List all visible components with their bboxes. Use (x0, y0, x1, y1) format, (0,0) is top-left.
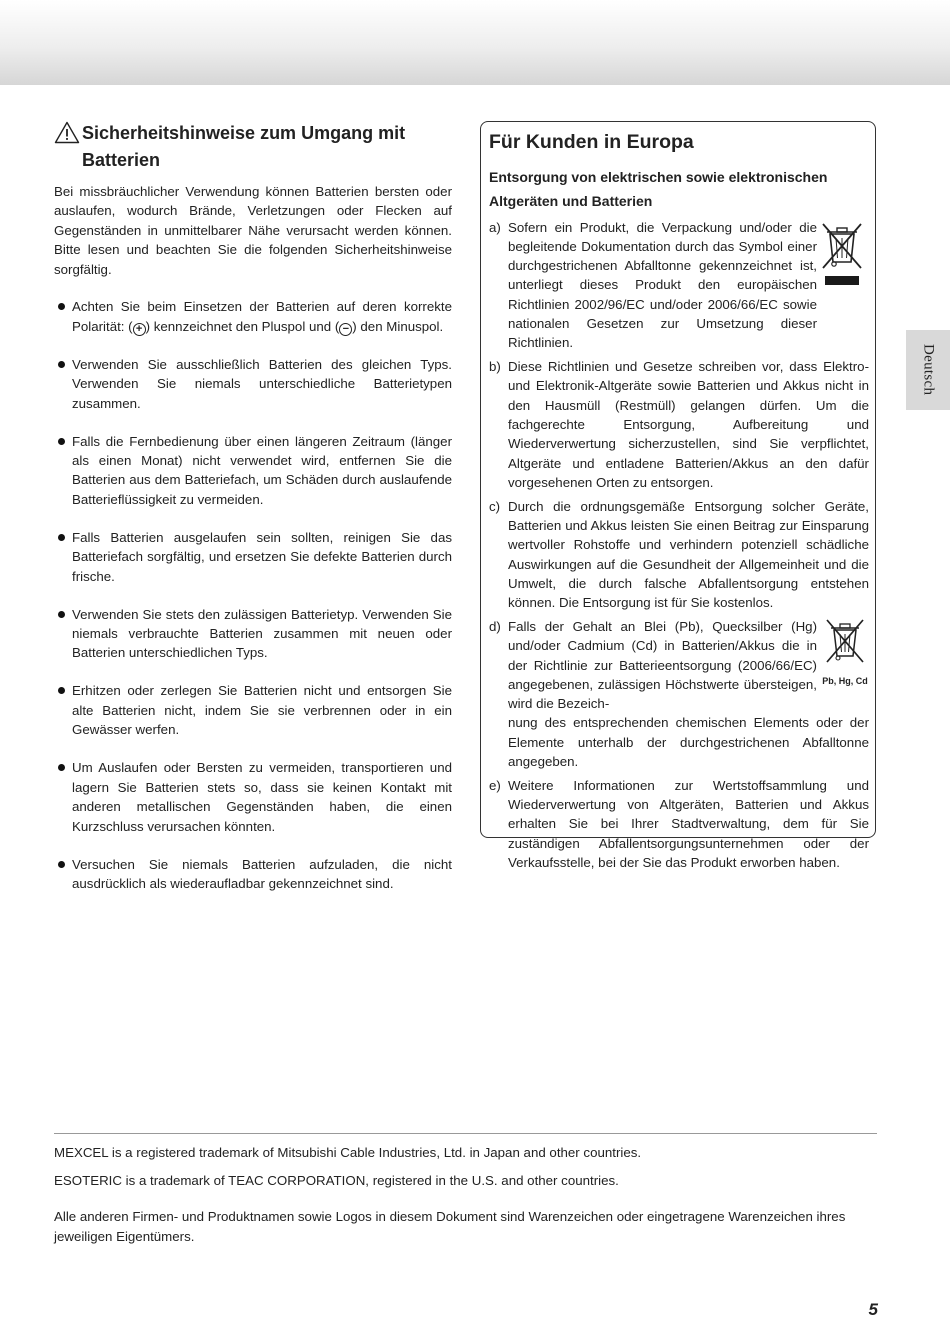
item-text-continued: nung des entsprechenden chemischen Elements oder der Elemente unterhalb der durchgestrichenen Abfalltonne angegeben. (508, 715, 869, 770)
list-item: Falls die Fernbedienung über einen längeren Zeitraum (länger als einen Monat) nicht verwendet wird, entfernen Sie die Batterien aus dem Batteriefach, um Schäden durch auslaufende Batterieflüssigkeit zu vermeiden. (54, 432, 452, 510)
section-heading (54, 120, 452, 174)
list-item: Versuchen Sie niemals Batterien aufzuladen, die nicht ausdrücklich als wiederaufladbar gekennzeichnet sind. (54, 855, 452, 894)
trademark-footer (54, 1133, 877, 1246)
list-item (489, 776, 869, 872)
item-label: b) (489, 359, 501, 375)
list-item (489, 218, 869, 353)
bullet-dot (58, 534, 65, 541)
box-title: Für Kunden in Europa (489, 131, 694, 153)
bullet-dot (58, 687, 65, 694)
list-item (489, 357, 869, 492)
item-text: Weitere Informationen zur Wertstoffsammlung und Wiederverwertung von Altgeräten, Batterien und Akkus erhalten Sie bei Ihrer Stadtverwaltung, dem für Sie zuständigen Abfallentsorgungsunternehmen oder der Verkaufsstelle, bei der Sie das Produkt erworben haben. (508, 777, 869, 870)
item-text: Durch die ordnungsgemäße Entsorgung solcher Geräte, Batterien und Akkus leisten Sie einen Beitrag zur Einsparung wertvoller Rohstoffe und verhindern potenziell schädliche Auswirkungen auf die Gesundheit der Allgemeinheit und die Umwelt, die durch falsche Abfallentsorgung entstehen können. Die Entsorgung ist für Sie kostenlos. (508, 498, 869, 611)
plus-pole-icon: + (133, 323, 146, 336)
language-tab (906, 330, 950, 410)
bullet-dot (58, 361, 65, 368)
item-label: e) (489, 777, 501, 793)
safety-list (54, 297, 452, 893)
page-number: 5 (868, 1300, 878, 1319)
warning-triangle-icon (54, 121, 82, 149)
list-item: Um Auslaufen oder Bersten zu vermeiden, transportieren und lagern Sie Batterien stets so, dass sie keinen Kontakt mit anderen metallischen Gegenständen haben, die einen Kurzschluss verursachen könnten. (54, 758, 452, 836)
europe-info-box (480, 121, 876, 870)
bullet-dot (58, 861, 65, 868)
list-item: Verwenden Sie stets den zulässigen Batterietyp. Verwenden Sie niemals verbrauchte Batterien zusammen mit neuen oder Batterien unterschiedlichen Typs. (54, 605, 452, 663)
list-item: Erhitzen oder zerlegen Sie Batterien nicht und entsorgen Sie alte Batterien nicht, indem Sie sie verbrennen oder in ein Gewässer werfen. (54, 681, 452, 739)
list-item (489, 617, 869, 771)
bullet-dot (58, 764, 65, 771)
list-item: Verwenden Sie ausschließlich Batterien des gleichen Typs. Verwenden Sie niemals unterschiedliche Batterietypen zusammen. (54, 355, 452, 413)
trademark-note: Alle anderen Firmen- und Produktnamen sowie Logos in diesem Dokument sind Warenzeichen oder eingetragene Warenzeichen ihres jeweiligen Eigentümers. (54, 1209, 846, 1244)
trademark-note: ESOTERIC is a trademark of TEAC CORPORATION, registered in the U.S. and other countries. (54, 1172, 619, 1188)
list-item: Achten Sie beim Einsetzen der Batterien auf deren korrekte Polarität: ( + ) kennzeichnet den Pluspol und ( − ) den Minuspol. (54, 297, 452, 336)
item-text: Sofern ein Produkt, die Verpackung und/oder die begleitende Dokumentation durch das Symbol einer durchgestrichenen Abfalltonne gekennzeichnet ist, unterliegt dieses Produkt den europäischen Richtlinien 2002/96/EC und/oder 2006/66/EC sowie nationalen Gesetzen zur Umsetzung dieser Richtlinien. (508, 219, 817, 351)
chemical-symbols-label: Pb, Hg, Cd (822, 676, 868, 687)
item-label: d) (489, 618, 501, 634)
item-label: c) (489, 498, 501, 514)
bullet-dot (58, 611, 65, 618)
item-text: Falls der Gehalt an Blei (Pb), Quecksilber (Hg) und/oder Cadmium (Cd) in Batterien/Akkus die in der Richtlinie zur Batterieentsorgung (2006/66/EC) angegebenen, zulässigen Höchstwerte übersteigen, wird die Bezeich- (508, 618, 817, 712)
trademark-note: MEXCEL is a registered trademark of Mitsubishi Cable Industries, Ltd. in Japan and other countries. (54, 1145, 642, 1160)
list-item (489, 497, 869, 613)
footer-divider (54, 1133, 877, 1134)
item-label: a) (489, 219, 501, 235)
item-text: Diese Richtlinien und Gesetze schreiben vor, dass Elektro- und Elektronik-Altgeräte sowie Batterien und Akkus nicht in den Hausmüll (Restmüll) gelangen dürfen. Um die fachgerechte Entsorgung, Aufbereitung und Wiederverwertung sicherzustellen, sind Sie verpflichtet, Altgeräte und entladene Batterien/Akkus an den dafür vorgesehenen Orten zu entsorgen. (508, 359, 869, 490)
battery-safety-section (54, 120, 452, 893)
header-band (0, 0, 950, 85)
disposal-list (489, 218, 869, 873)
bullet-dot (58, 438, 65, 445)
minus-pole-icon: − (339, 323, 352, 336)
crossed-bin-icon (819, 222, 869, 293)
intro-paragraph: Bei missbräuchlicher Verwendung können Batterien bersten oder auslaufen, wodurch Brände, Verletzungen oder Flecken auf Gegenständen in unmittelbarer Nähe verursacht werden können. Bitte lesen und beachten Sie die folgenden Sicherheitshinweise sorgfältig. (54, 184, 452, 277)
list-item: Falls Batterien ausgelaufen sein sollten, reinigen Sie das Batteriefach sorgfältig, und ersetzen Sie defekte Batterien durch frische. (54, 528, 452, 586)
section-title: Sicherheitshinweise zum Umgang mit Batterien (82, 123, 406, 170)
bullet-dot (58, 303, 65, 310)
box-subtitle: Entsorgung von elektrischen sowie elektronischen Altgeräten und Batterien (489, 169, 828, 209)
crossed-bin-chemical-icon (821, 619, 869, 692)
language-tab-label: Deutsch (920, 344, 937, 396)
